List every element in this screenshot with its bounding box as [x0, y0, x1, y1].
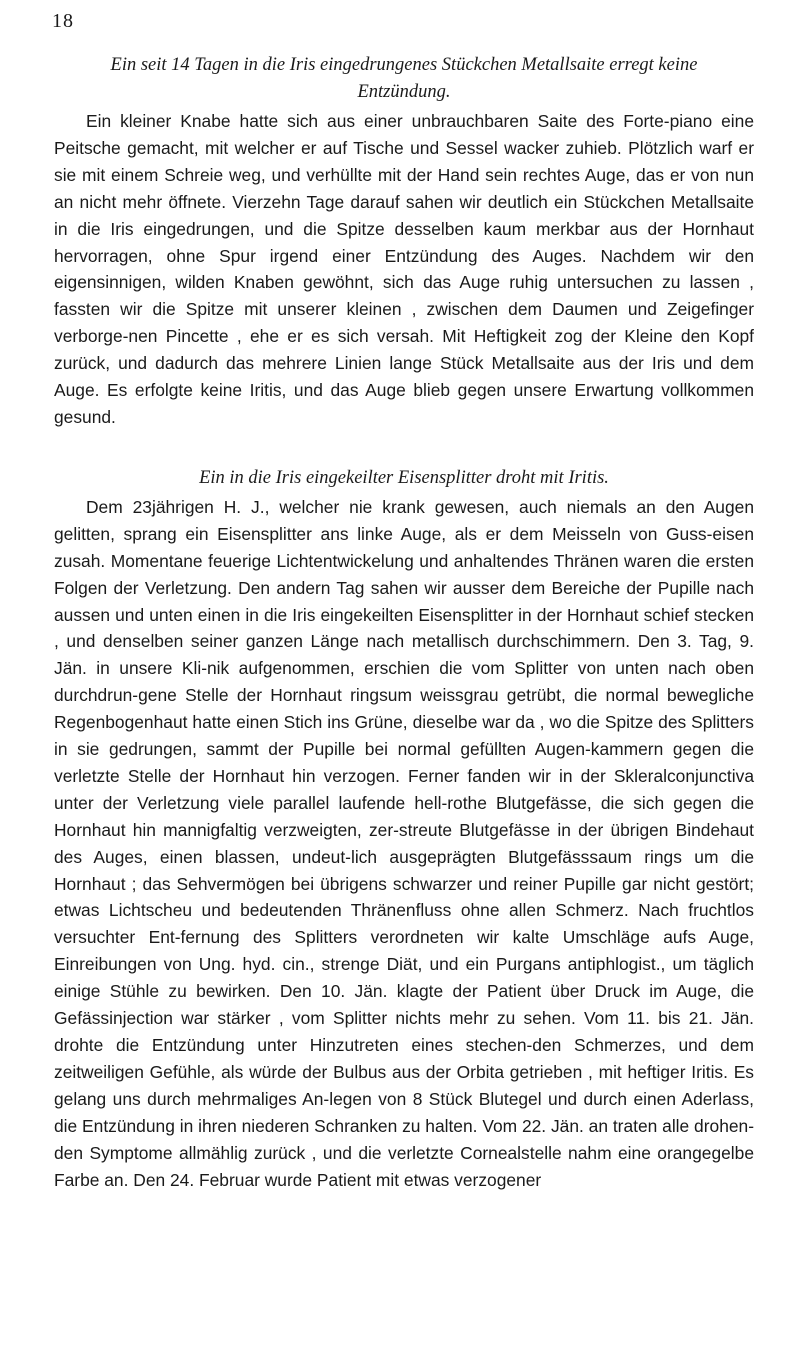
section-paragraph-2: Dem 23jährigen H. J., welcher nie krank gewesen, auch niemals an den Augen gelitten, sprang ein Eisensplitter ans linke Auge, als er dem Meisseln von Guss-eisen zusah. Momentane feuerige Lichtentwickelung und anhaltendes Thränen waren die ersten Folgen der Verletzung. Den andern Tag sahen wir ausser dem Bereiche der Pupille nach aussen und unten einen in die Iris eingekeilten Eisensplitter in der Hornhaut schief stecken , und denselben seiner ganzen Länge nach metallisch durchschimmern. Den 3. Tag, 9. Jän. in unsere Kli-nik aufgenommen, erschien die vom Splitter von unten nach oben durchdrun-gene Stelle der Hornhaut ringsum weissgrau getrübt, die normal bewegliche Regenbogenhaut hatte einen Stich ins Grüne, dieselbe war da , wo die Spitze des Splitters in sie gedrungen, sammt der Pupille bei normal gefüllten Augen-kammern gegen die verletzte Stelle der Hornhaut hin verzogen. Ferner fanden wir in der Skleralconjunctiva unter der Verletzung viele parallel laufende hell-rothe Blutgefässe, die sich gegen die Hornhaut hin mannigfaltig verzweigten, zer-streute Blutgefässe in der übrigen Bindehaut des Auges, einen blassen, undeut-lich ausgeprägten Blutgefässsaum rings um die Hornhaut ; das Sehvermögen bei übrigens schwarzer und reiner Pupille gar nicht gestört; etwas Lichtscheu und bedeutenden Thränenfluss ohne allen Schmerz. Nach fruchtlos versuchter Ent-fernung des Splitters verordneten wir kalte Umschläge aufs Auge, Einreibungen von Ung. hyd. cin., strenge Diät, und ein Purgans antiphlogist., um täglich einige Stühle zu bewirken. Den 10. Jän. klagte der Patient über Druck im Auge, die Gefässinjection war stärker , vom Splitter nichts mehr zu sehen. Vom 11. bis 21. Jän. drohte die Entzündung unter Hinzutreten eines stechen-den Schmerzes, und dem zeitweiligen Gefühle, als würde der Bulbus aus der Orbita getrieben , mit heftiger Iritis. Es gelang uns durch mehrmaliges An-legen von 8 Stück Blutegel und durch einen Aderlass, die Entzündung in ihren niederen Schranken zu halten. Vom 22. Jän. an traten alle drohen-den Symptome allmählig zurück , und die verletzte Cornealstelle nahm eine orangegelbe Farbe an. Den 24. Februar wurde Patient mit etwas verzogener [54, 496, 754, 1190]
page-number: 18 [52, 10, 74, 32]
section-heading-1: Ein seit 14 Tagen in die Iris eingedrungenes Stückchen Metallsaite erregt keine Entzündung. [110, 55, 698, 102]
section-paragraph-1: Ein kleiner Knabe hatte sich aus einer unbrauchbaren Saite des Forte-piano eine Peitsche gemacht, mit welcher er auf Tische und Sessel wacker zuhieb. Plötzlich warf er sie mit einem Schreie weg, und verhüllte mit der Hand sein rechtes Auge, das er von nun an nicht mehr öffnete. Vierzehn Tage darauf sahen wir deutlich ein Stückchen Metallsaite in die Iris eingedrungen, und die Spitze desselben kaum merkbar aus der Hornhaut hervorragen, ohne Spur irgend einer Entzündung des Auges. Nachdem wir den eigensinnigen, wilden Knaben gewöhnt, sich das Auge ruhig untersuchen zu lassen , fassten wir die Spitze mit unserer kleinen , zwischen dem Daumen und Zeigefinger verborge-nen Pincette , ehe er es sich versah. Mit Heftigkeit zog der Kleine den Kopf zurück, und dadurch das mehrere Linien lange Stück Metallsaite aus der Iris und dem Auge. Es erfolgte keine Iritis, und das Auge blieb gegen unsere Erwartung vollkommen gesund. [54, 111, 754, 427]
page-content [54, 52, 754, 1193]
section-heading-2: Ein in die Iris eingekeilter Eisensplitter droht mit Iritis. [199, 467, 609, 488]
